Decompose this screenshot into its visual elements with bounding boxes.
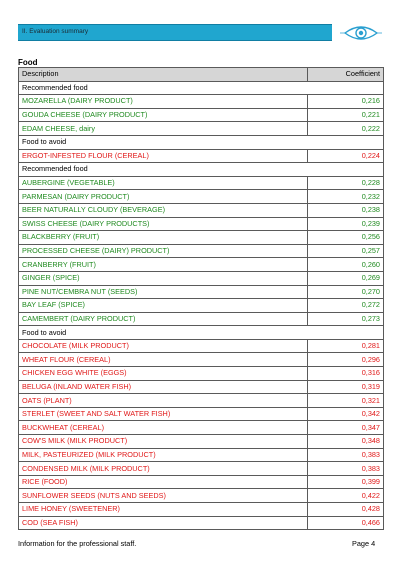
food-description: STERLET (SWEET AND SALT WATER FISH): [19, 407, 308, 421]
section-header-label: II. Evaluation summary: [22, 28, 89, 35]
food-description: BEER NATURALLY CLOUDY (BEVERAGE): [19, 203, 308, 217]
table-header-row: [19, 68, 384, 82]
food-description: CRANBERRY (FRUIT): [19, 258, 308, 272]
food-coefficient: 0,383: [308, 462, 384, 476]
food-coefficient: 0,383: [308, 448, 384, 462]
food-description: CAMEMBERT (DAIRY PRODUCT): [19, 312, 308, 326]
food-coefficient: 0,224: [308, 149, 384, 163]
food-coefficient: 0,228: [308, 176, 384, 190]
food-coefficient: 0,270: [308, 285, 384, 299]
avoid-food-row: [19, 475, 384, 489]
recommended-food-row: [19, 203, 384, 217]
footer-note: Information for the professional staff.: [18, 539, 137, 548]
recommended-food-row: [19, 285, 384, 299]
food-coefficient: 0,257: [308, 244, 384, 258]
recommended-food-row: [19, 108, 384, 122]
food-description: BLACKBERRY (FRUIT): [19, 231, 308, 245]
food-description: RICE (FOOD): [19, 475, 308, 489]
food-description: CHICKEN EGG WHITE (EGGS): [19, 367, 308, 381]
food-description: COD (SEA FISH): [19, 516, 308, 530]
food-description: MILK, PASTEURIZED (MILK PRODUCT): [19, 448, 308, 462]
group-label: Food to avoid: [19, 135, 384, 149]
food-description: AUBERGINE (VEGETABLE): [19, 176, 308, 190]
food-description: BAY LEAF (SPICE): [19, 299, 308, 313]
food-coefficient: 0,239: [308, 217, 384, 231]
food-description: OATS (PLANT): [19, 394, 308, 408]
group-header-row: [19, 326, 384, 340]
avoid-food-row: [19, 421, 384, 435]
food-coefficient: 0,222: [308, 122, 384, 136]
food-description: BUCKWHEAT (CEREAL): [19, 421, 308, 435]
column-header-coefficient: Coefficient: [308, 68, 384, 82]
food-coefficient: 0,272: [308, 299, 384, 313]
food-coefficient: 0,348: [308, 435, 384, 449]
food-description: ERGOT-INFESTED FLOUR (CEREAL): [19, 149, 308, 163]
food-coefficient: 0,281: [308, 339, 384, 353]
recommended-food-row: [19, 258, 384, 272]
food-description: SWISS CHEESE (DAIRY PRODUCTS): [19, 217, 308, 231]
food-description: COW'S MILK (MILK PRODUCT): [19, 435, 308, 449]
food-description: PINE NUT/CEMBRA NUT (SEEDS): [19, 285, 308, 299]
food-coefficient: 0,319: [308, 380, 384, 394]
food-coefficient: 0,256: [308, 231, 384, 245]
food-coefficient: 0,347: [308, 421, 384, 435]
group-label: Recommended food: [19, 163, 384, 177]
food-coefficient: 0,296: [308, 353, 384, 367]
avoid-food-row: [19, 149, 384, 163]
food-coefficient: 0,321: [308, 394, 384, 408]
food-coefficient: 0,316: [308, 367, 384, 381]
group-label: Food to avoid: [19, 326, 384, 340]
food-description: GOUDA CHEESE (DAIRY PRODUCT): [19, 108, 308, 122]
avoid-food-row: [19, 380, 384, 394]
food-coefficient: 0,422: [308, 489, 384, 503]
avoid-food-row: [19, 339, 384, 353]
section-header-bar: [18, 24, 332, 41]
recommended-food-row: [19, 271, 384, 285]
recommended-food-row: [19, 312, 384, 326]
avoid-food-row: [19, 516, 384, 530]
recommended-food-row: [19, 231, 384, 245]
recommended-food-row: [19, 299, 384, 313]
food-description: BELUGA (INLAND WATER FISH): [19, 380, 308, 394]
column-header-description: Description: [19, 68, 308, 82]
food-description: SUNFLOWER SEEDS (NUTS AND SEEDS): [19, 489, 308, 503]
food-coefficient: 0,232: [308, 190, 384, 204]
food-description: CHOCOLATE (MILK PRODUCT): [19, 339, 308, 353]
food-coefficient: 0,269: [308, 271, 384, 285]
group-header-row: [19, 135, 384, 149]
food-coefficient: 0,238: [308, 203, 384, 217]
section-title: Food: [18, 58, 38, 67]
avoid-food-row: [19, 448, 384, 462]
food-description: CONDENSED MILK (MILK PRODUCT): [19, 462, 308, 476]
food-description: PROCESSED CHEESE (DAIRY) PRODUCT): [19, 244, 308, 258]
food-coefficient: 0,399: [308, 475, 384, 489]
food-description: WHEAT FLOUR (CEREAL): [19, 353, 308, 367]
food-coefficient: 0,216: [308, 95, 384, 109]
food-table: [18, 67, 384, 530]
recommended-food-row: [19, 244, 384, 258]
recommended-food-row: [19, 217, 384, 231]
recommended-food-row: [19, 190, 384, 204]
avoid-food-row: [19, 353, 384, 367]
recommended-food-row: [19, 122, 384, 136]
food-coefficient: 0,428: [308, 503, 384, 517]
food-coefficient: 0,260: [308, 258, 384, 272]
avoid-food-row: [19, 462, 384, 476]
group-header-row: [19, 81, 384, 95]
food-table-body: [19, 81, 384, 530]
avoid-food-row: [19, 367, 384, 381]
food-coefficient: 0,221: [308, 108, 384, 122]
eye-icon: [340, 22, 382, 44]
avoid-food-row: [19, 435, 384, 449]
avoid-food-row: [19, 407, 384, 421]
group-header-row: [19, 163, 384, 177]
food-coefficient: 0,342: [308, 407, 384, 421]
food-coefficient: 0,273: [308, 312, 384, 326]
group-label: Recommended food: [19, 81, 384, 95]
food-description: PARMESAN (DAIRY PRODUCT): [19, 190, 308, 204]
food-coefficient: 0,466: [308, 516, 384, 530]
food-description: GINGER (SPICE): [19, 271, 308, 285]
avoid-food-row: [19, 394, 384, 408]
avoid-food-row: [19, 503, 384, 517]
food-description: MOZARELLA (DAIRY PRODUCT): [19, 95, 308, 109]
food-description: EDAM CHEESE, dairy: [19, 122, 308, 136]
avoid-food-row: [19, 489, 384, 503]
food-description: LIME HONEY (SWEETENER): [19, 503, 308, 517]
page-number: Page 4: [352, 539, 376, 548]
recommended-food-row: [19, 95, 384, 109]
recommended-food-row: [19, 176, 384, 190]
